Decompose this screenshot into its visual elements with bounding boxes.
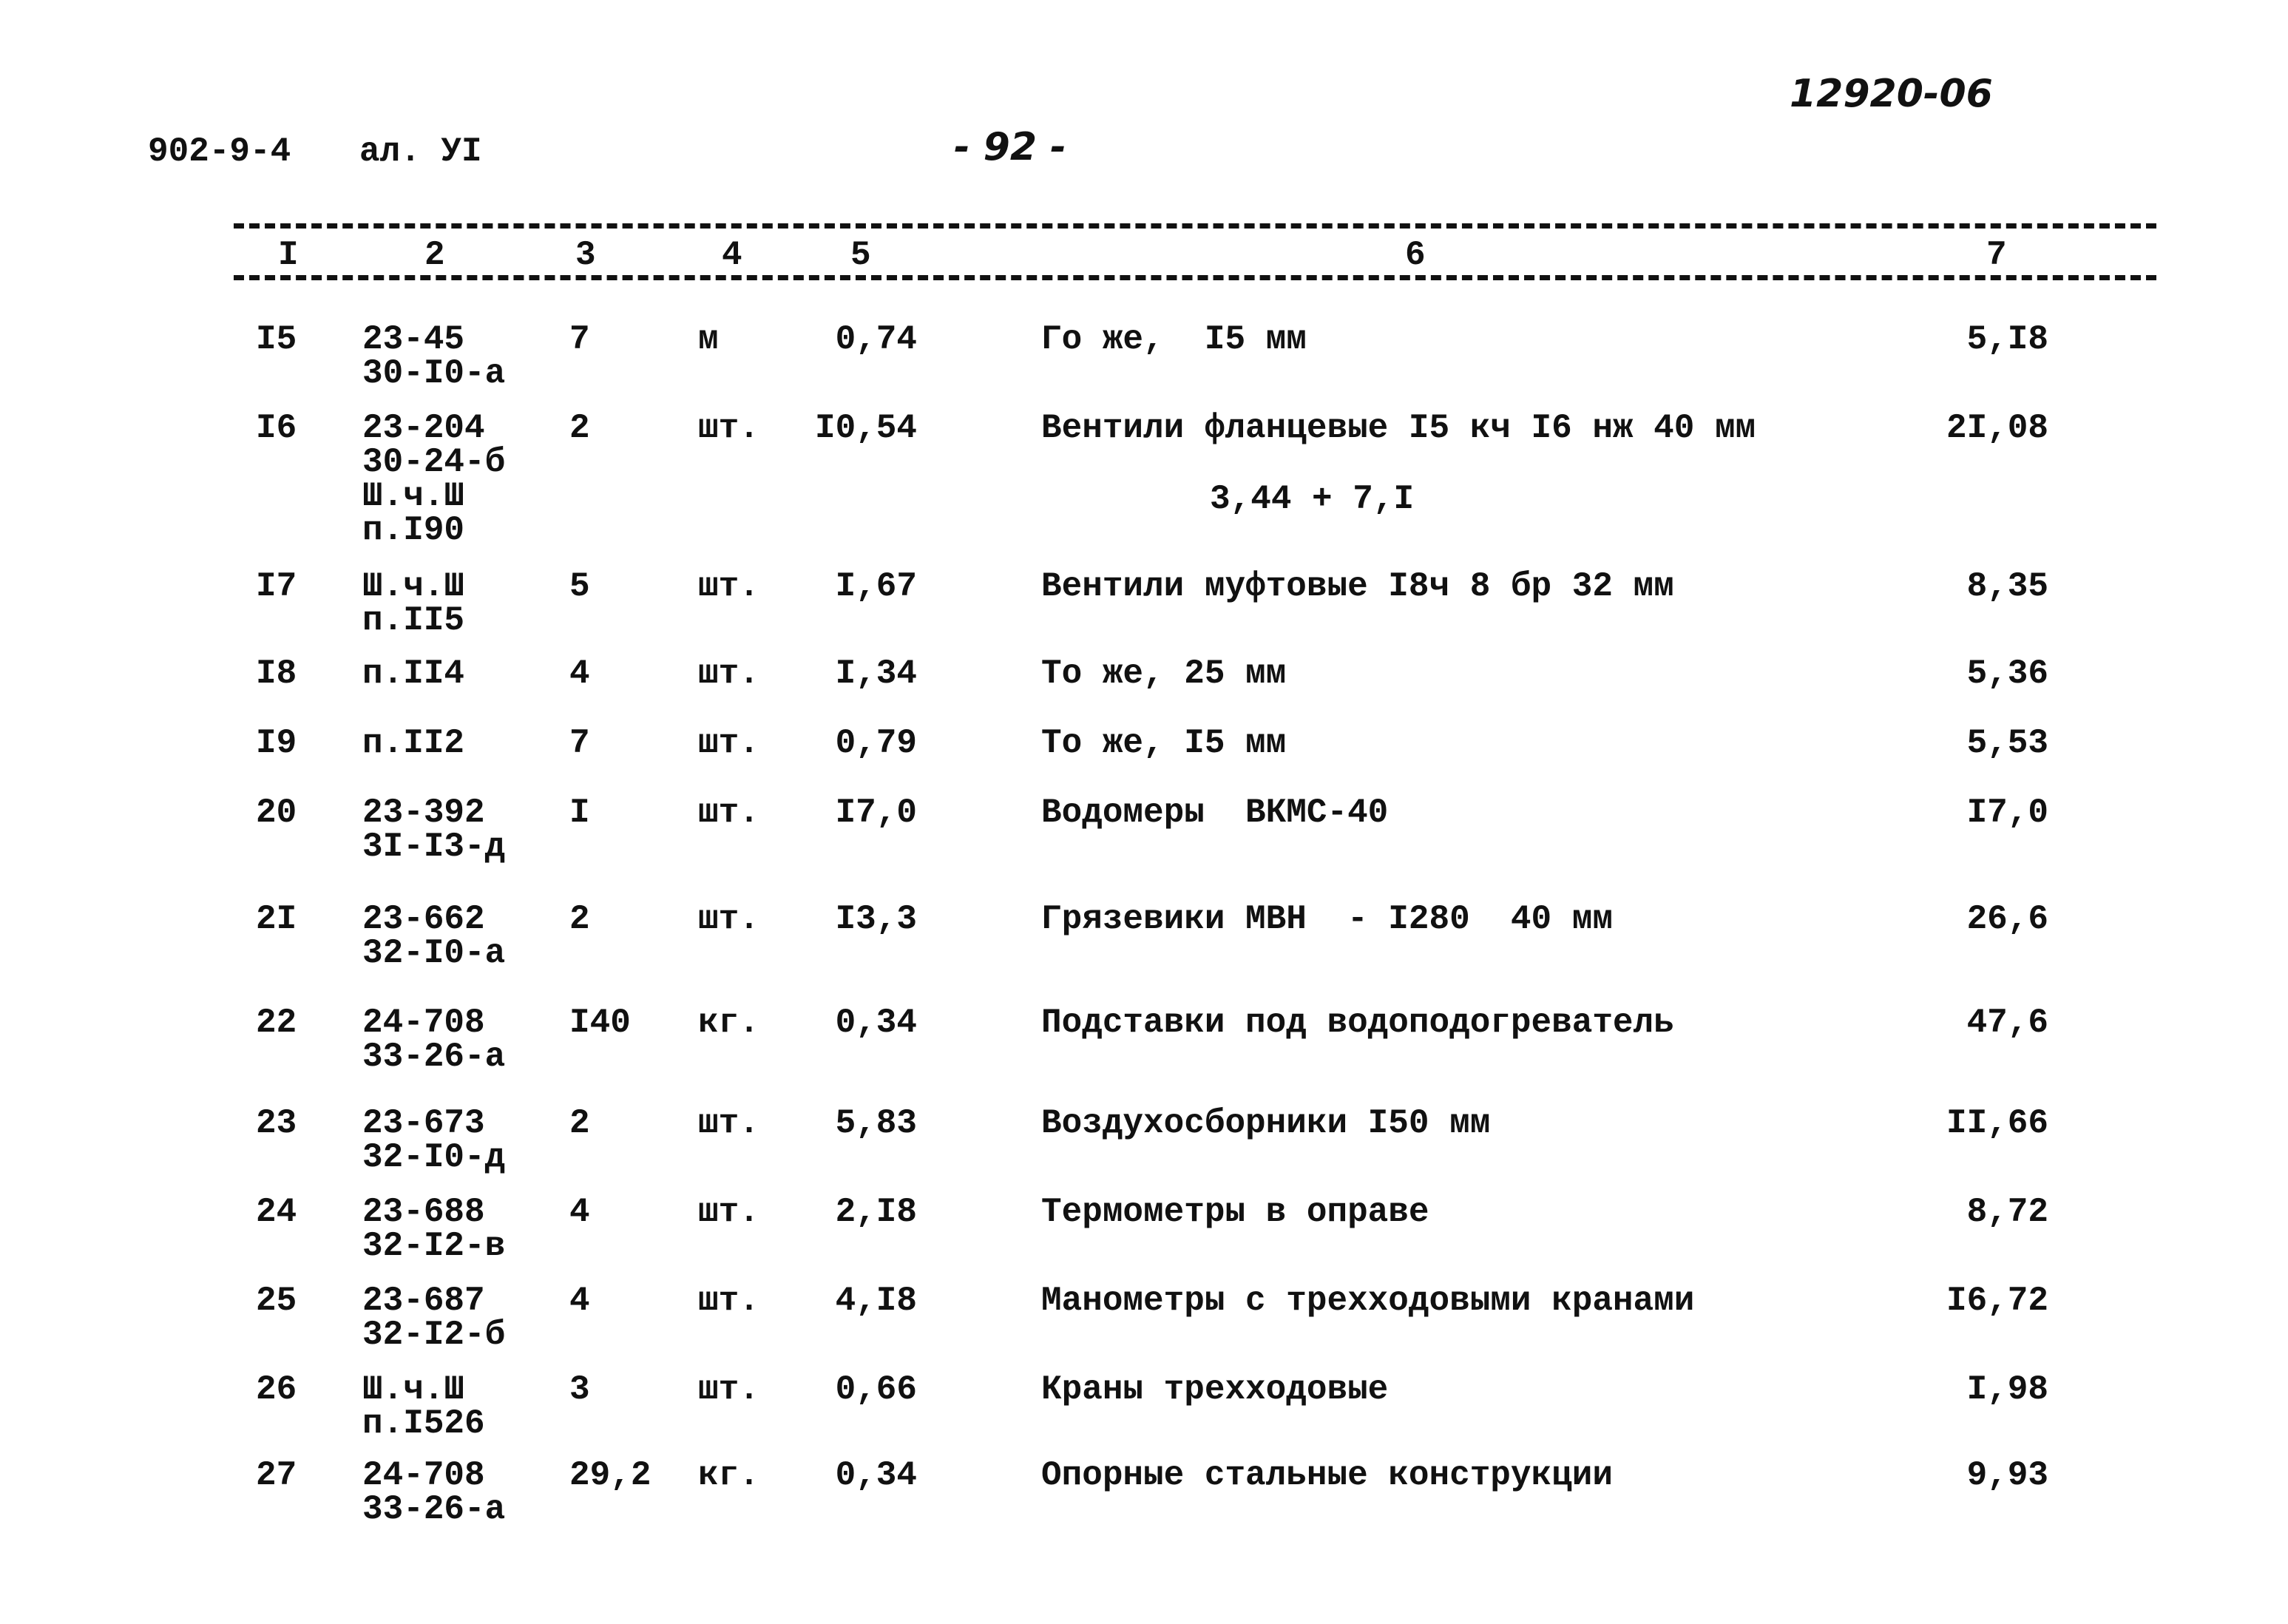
row-reference: 32-I0-д	[362, 1138, 506, 1177]
row-unit: м	[698, 320, 719, 359]
row-quantity: 4	[569, 1193, 590, 1231]
row-number: 27	[256, 1456, 297, 1495]
row-unit: шт.	[698, 724, 759, 762]
row-unit: шт.	[698, 1282, 759, 1320]
row-description: То же, I5 мм	[1041, 724, 1287, 762]
row-price: 0,79	[835, 724, 917, 762]
row-number: I6	[256, 409, 297, 447]
column-header-6: 6	[1405, 236, 1426, 274]
row-total: 5,53	[1966, 724, 2048, 762]
row-reference: Ш.ч.Ш	[362, 1370, 465, 1409]
row-reference: 3I-I3-д	[362, 828, 506, 866]
row-total: I,98	[1966, 1370, 2048, 1409]
row-number: 22	[256, 1004, 297, 1042]
row-number: 20	[256, 794, 297, 832]
row-reference: 23-687	[362, 1282, 485, 1320]
row-price: 0,34	[835, 1456, 917, 1495]
row-description: 3,44 + 7,I	[1210, 480, 1415, 518]
row-price: 0,34	[835, 1004, 917, 1042]
row-number: I9	[256, 724, 297, 762]
row-reference: 32-I2-в	[362, 1227, 506, 1265]
album-label: ал. УI	[359, 132, 482, 171]
row-price: 5,83	[835, 1104, 917, 1143]
column-header-2: 2	[424, 236, 445, 274]
row-quantity: I40	[569, 1004, 631, 1042]
row-description: Краны трехходовые	[1041, 1370, 1389, 1409]
row-price: I,34	[835, 654, 917, 693]
column-header-3: 3	[575, 236, 596, 274]
row-quantity: 2	[569, 1104, 590, 1143]
row-number: 25	[256, 1282, 297, 1320]
row-total: 9,93	[1966, 1456, 2048, 1495]
row-reference: 23-662	[362, 900, 485, 938]
column-header-7: 7	[1986, 236, 2007, 274]
row-reference: 30-I0-а	[362, 354, 506, 393]
row-unit: шт.	[698, 1193, 759, 1231]
row-reference: п.I526	[362, 1404, 485, 1443]
row-price: I3,3	[835, 900, 917, 938]
row-number: 2I	[256, 900, 297, 938]
row-quantity: I	[569, 794, 590, 832]
row-unit: шт.	[698, 794, 759, 832]
row-quantity: 4	[569, 654, 590, 693]
row-description: Термометры в оправе	[1041, 1193, 1429, 1231]
row-reference: 24-708	[362, 1456, 485, 1495]
row-reference: 23-392	[362, 794, 485, 832]
row-reference: 32-I2-б	[362, 1316, 506, 1354]
row-total: I6,72	[1946, 1282, 2048, 1320]
row-number: 24	[256, 1193, 297, 1231]
row-total: 8,72	[1966, 1193, 2048, 1231]
row-reference: 23-673	[362, 1104, 485, 1143]
row-quantity: 4	[569, 1282, 590, 1320]
row-number: I5	[256, 320, 297, 359]
row-reference: 23-45	[362, 320, 465, 359]
row-price: 0,74	[835, 320, 917, 359]
row-reference: 33-26-а	[362, 1490, 506, 1529]
row-quantity: 2	[569, 409, 590, 447]
doc-code: 902-9-4	[148, 132, 291, 171]
row-reference: Ш.ч.Ш	[362, 567, 465, 606]
row-unit: шт.	[698, 900, 759, 938]
row-quantity: 5	[569, 567, 590, 606]
row-unit: шт.	[698, 654, 759, 693]
row-description: Водомеры ВКМС-40	[1041, 794, 1389, 832]
row-quantity: 7	[569, 724, 590, 762]
row-reference: 33-26-а	[362, 1038, 506, 1076]
row-price: I7,0	[835, 794, 917, 832]
row-quantity: 3	[569, 1370, 590, 1409]
row-number: 26	[256, 1370, 297, 1409]
row-description: Манометры с трехходовыми кранами	[1041, 1282, 1695, 1320]
row-reference: 24-708	[362, 1004, 485, 1042]
row-description: Подставки под водоподогреватель	[1041, 1004, 1674, 1042]
column-header-5: 5	[850, 236, 871, 274]
row-total: 47,6	[1966, 1004, 2048, 1042]
row-total: 2I,08	[1946, 409, 2048, 447]
row-price: 4,I8	[835, 1282, 917, 1320]
page-number: - 92 -	[954, 125, 1066, 169]
row-price: 0,66	[835, 1370, 917, 1409]
row-unit: кг.	[698, 1004, 759, 1042]
row-reference: 23-688	[362, 1193, 485, 1231]
row-quantity: 29,2	[569, 1456, 651, 1495]
row-price: I0,54	[814, 409, 917, 447]
row-reference: 23-204	[362, 409, 485, 447]
row-reference: Ш.ч.Ш	[362, 477, 465, 515]
row-description: Воздухосборники I50 мм	[1041, 1104, 1491, 1143]
row-quantity: 2	[569, 900, 590, 938]
row-quantity: 7	[569, 320, 590, 359]
row-reference: п.II5	[362, 601, 465, 640]
row-total: 8,35	[1966, 567, 2048, 606]
row-price: I,67	[835, 567, 917, 606]
row-unit: шт.	[698, 409, 759, 447]
row-description: Опорные стальные конструкции	[1041, 1456, 1613, 1495]
row-description: Вентили муфтовые I8ч 8 бр 32 мм	[1041, 567, 1674, 606]
row-total: 5,36	[1966, 654, 2048, 693]
row-reference: 30-24-б	[362, 443, 506, 481]
row-description: Грязевики МВН - I280 40 мм	[1041, 900, 1613, 938]
row-reference: п.II4	[362, 654, 465, 693]
stamp-number: 12920-06	[1790, 72, 1993, 116]
row-description: То же, 25 мм	[1041, 654, 1287, 693]
row-total: I7,0	[1966, 794, 2048, 832]
row-number: I8	[256, 654, 297, 693]
row-reference: п.II2	[362, 724, 465, 762]
header-rule-bottom	[234, 275, 2156, 280]
row-total: 5,I8	[1966, 320, 2048, 359]
row-unit: шт.	[698, 1104, 759, 1143]
row-unit: шт.	[698, 567, 759, 606]
row-price: 2,I8	[835, 1193, 917, 1231]
row-unit: шт.	[698, 1370, 759, 1409]
header-rule-top	[234, 223, 2156, 229]
row-reference: 32-I0-а	[362, 934, 506, 972]
column-header-4: 4	[722, 236, 742, 274]
row-total: 26,6	[1966, 900, 2048, 938]
column-header-1: I	[278, 236, 299, 274]
row-description: Вентили фланцевые I5 кч I6 нж 40 мм	[1041, 409, 1756, 447]
row-number: I7	[256, 567, 297, 606]
row-reference: п.I90	[362, 511, 465, 549]
row-description: Го же, I5 мм	[1041, 320, 1307, 359]
row-total: II,66	[1946, 1104, 2048, 1143]
row-number: 23	[256, 1104, 297, 1143]
row-unit: кг.	[698, 1456, 759, 1495]
